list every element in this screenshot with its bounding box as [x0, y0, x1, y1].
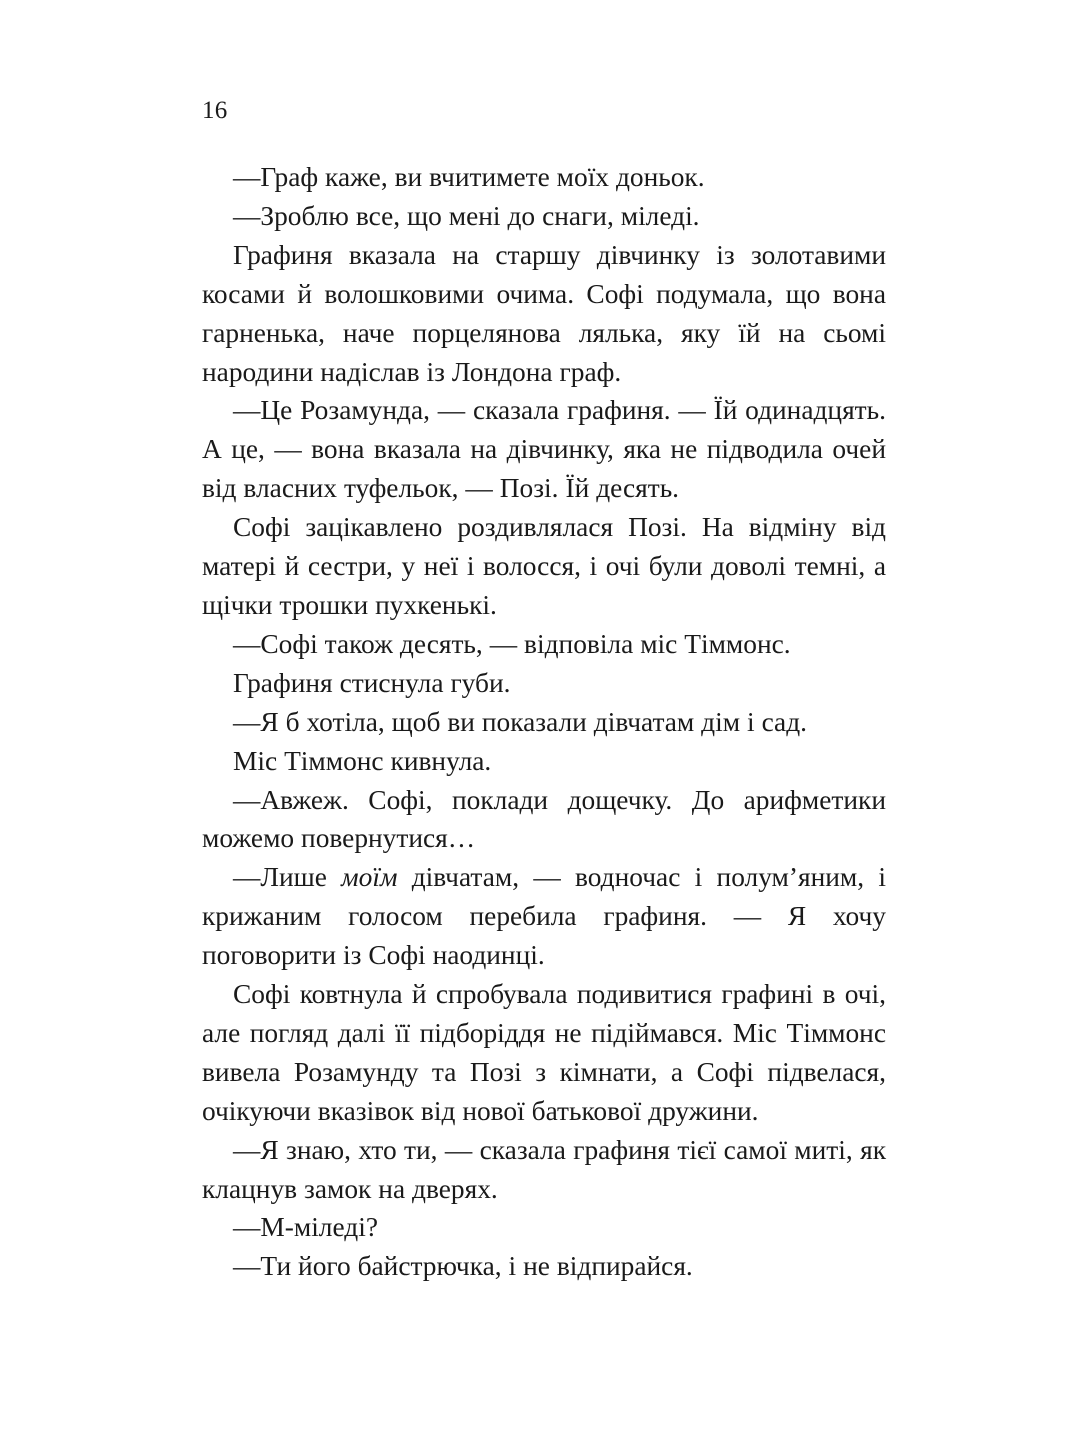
paragraph: Графиня стиснула губи. [233, 667, 511, 698]
page-number: 16 [202, 97, 228, 124]
paragraph: —Я знаю, хто ти, — сказала графиня тієї самої миті, як клацнув замок на дверях. [202, 1134, 886, 1204]
paragraph: —Я б хотіла, щоб ви показали дівчатам дім і сад. [233, 706, 808, 737]
body-text-block [202, 158, 886, 1286]
paragraph: Графиня вказала на старшу дівчинку із золотавими косами й волошковими очима. Софі подумала, що вона гарненька, наче порцелянова лялька, яку їй на сьомі народини надіслав із Лондона граф. [202, 239, 886, 387]
paragraph: —Ти його байстрючка, і не відпирайся. [233, 1251, 693, 1282]
paragraph: —Граф каже, ви вчитимете моїх доньок. [233, 162, 705, 192]
paragraph-prefix: —Лише [233, 862, 342, 893]
paragraph-suffix: дівчатам, — водночас і полум’яним, і крижаним голосом перебила графиня. — Я хочу поговорити із Софі наодинці. [202, 862, 886, 971]
emphasized-word: моїм [341, 862, 398, 893]
paragraph: Софі ковтнула й спробувала подивитися графині в очі, але погляд далі її підборіддя не підіймався. Міс Тіммонс вивела Розамунду та Позі з кімнати, а Софі підвелася, очікуючи вказівок від нової батькової дружини. [202, 979, 886, 1126]
paragraph: —Авжеж. Софі, поклади дощечку. До арифметики можемо повернутися… [202, 784, 886, 854]
paragraph: —Це Розамунда, — сказала графиня. — Їй одинадцять. А це, — вона вказала на дівчинку, яка не підводила очей від власних туфельок, — Позі. Їй десять. [202, 395, 886, 504]
paragraph: Міс Тіммонс кивнула. [233, 745, 492, 776]
paragraph: Софі зацікавлено роздивлялася Позі. На відміну від матері й сестри, у неї і волосся, і очі були доволі темні, а щічки трошки пухкенькі. [202, 512, 886, 620]
paragraph: —М-міледі? [233, 1212, 378, 1243]
paragraph: —Зроблю все, що мені до снаги, міледі. [233, 200, 700, 231]
paragraph: —Софі також десять, — відповіла міс Тіммонс. [233, 628, 791, 659]
paragraph-with-emphasis [202, 858, 886, 975]
